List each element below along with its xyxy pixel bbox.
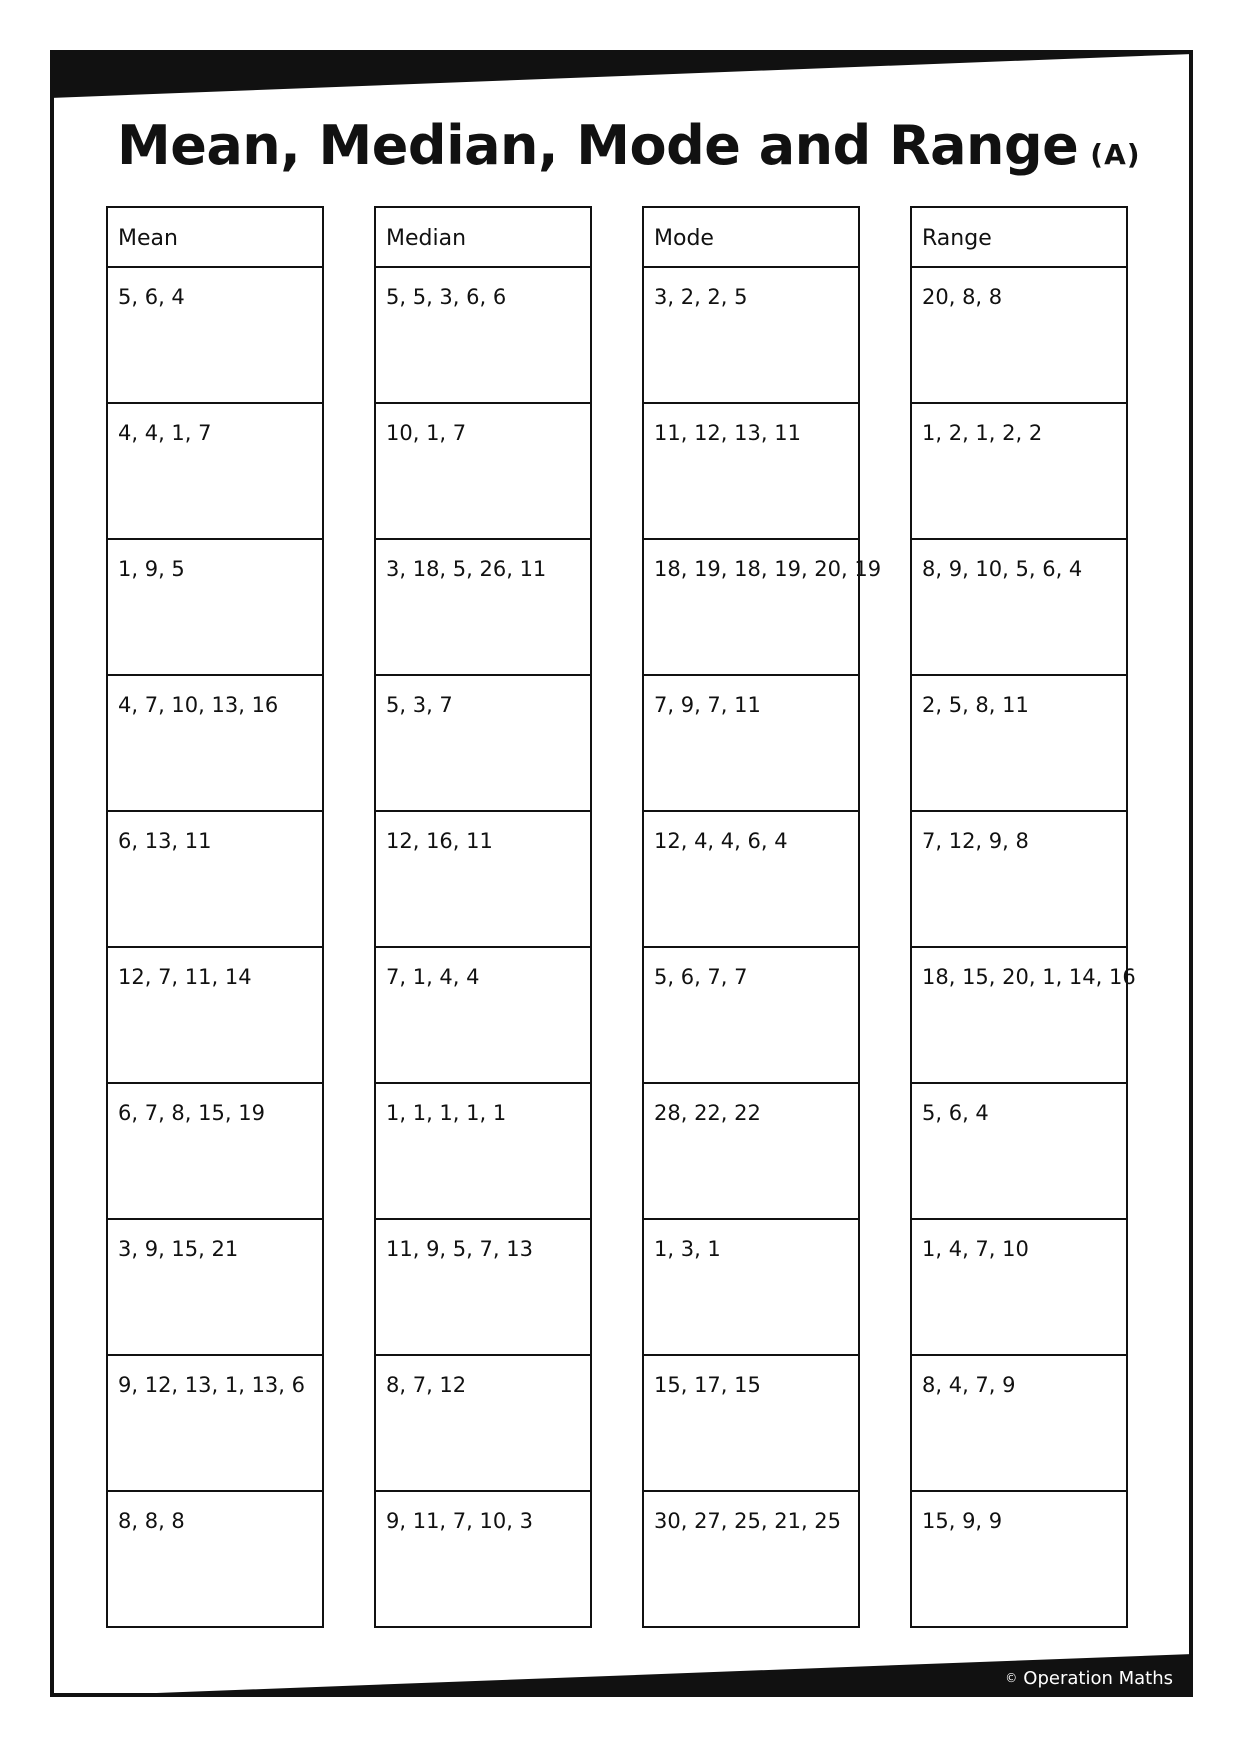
question-cell: 1, 2, 1, 2, 2	[912, 404, 1126, 540]
column-header: Mode	[644, 208, 858, 268]
question-cell: 6, 7, 8, 15, 19	[108, 1084, 322, 1220]
column-mode	[642, 206, 882, 1628]
question-cell: 6, 13, 11	[108, 812, 322, 948]
question-cell: 9, 11, 7, 10, 3	[386, 1509, 533, 1533]
column-header: Mean	[108, 208, 322, 268]
question-cell: 10, 1, 7	[376, 404, 590, 540]
question-cell: 5, 3, 7	[376, 676, 590, 812]
question-cell: 1, 9, 5	[108, 540, 322, 676]
question-cell: 4, 7, 10, 13, 16	[108, 676, 322, 812]
question-cell: 7, 12, 9, 8	[912, 812, 1126, 948]
question-cell: 18, 19, 18, 19, 20, 19	[644, 540, 858, 676]
worksheet-title-suffix: (A)	[1090, 138, 1141, 171]
question-cell: 8, 7, 12	[376, 1356, 590, 1492]
question-cell: 8, 9, 10, 5, 6, 4	[912, 540, 1126, 676]
question-cell: 5, 6, 7, 7	[644, 948, 858, 1084]
question-cell: 12, 16, 11	[376, 812, 590, 948]
copyright-footer	[1005, 1666, 1173, 1691]
question-cell: 5, 6, 4	[912, 1084, 1126, 1220]
question-cell: 8, 8, 8	[118, 1509, 185, 1533]
question-cell: 20, 8, 8	[912, 268, 1126, 404]
question-cell: 18, 15, 20, 1, 14, 16	[912, 948, 1126, 1084]
column-header: Median	[376, 208, 590, 268]
question-cell: 15, 17, 15	[644, 1356, 858, 1492]
question-cell: 15, 9, 9	[922, 1509, 1003, 1533]
column-median	[374, 206, 592, 1628]
question-cell: 28, 22, 22	[644, 1084, 858, 1220]
question-cell: 8, 4, 7, 9	[912, 1356, 1126, 1492]
column-header: Range	[912, 208, 1126, 268]
question-cell: 12, 7, 11, 14	[108, 948, 322, 1084]
question-cell: 1, 3, 1	[644, 1220, 858, 1356]
question-cell: 11, 12, 13, 11	[644, 404, 858, 540]
question-cell: 1, 1, 1, 1, 1	[376, 1084, 590, 1220]
question-cell: 7, 1, 4, 4	[376, 948, 590, 1084]
column-range	[910, 206, 1136, 1628]
question-cell: 7, 9, 7, 11	[644, 676, 858, 812]
question-cell: 2, 5, 8, 11	[912, 676, 1126, 812]
question-cell: 9, 12, 13, 1, 13, 6	[108, 1356, 322, 1492]
question-cell: 11, 9, 5, 7, 13	[376, 1220, 590, 1356]
question-cell: 30, 27, 25, 21, 25	[654, 1509, 842, 1533]
question-cell: 5, 6, 4	[108, 268, 322, 404]
question-cell: 5, 5, 3, 6, 6	[376, 268, 590, 404]
question-cell: 3, 9, 15, 21	[108, 1220, 322, 1356]
question-cell: 1, 4, 7, 10	[912, 1220, 1126, 1356]
question-cell: 3, 2, 2, 5	[644, 268, 858, 404]
worksheet-title	[117, 108, 1141, 193]
copyright-text: Operation Maths	[1023, 1668, 1173, 1689]
question-cell: 4, 4, 1, 7	[108, 404, 322, 540]
question-cell: 3, 18, 5, 26, 11	[376, 540, 590, 676]
question-cell: 12, 4, 4, 6, 4	[644, 812, 858, 948]
worksheet-title-text: Mean, Median, Mode and Range	[117, 114, 1079, 177]
copyright-icon: ©	[1005, 1671, 1018, 1685]
column-mean	[106, 206, 324, 1628]
